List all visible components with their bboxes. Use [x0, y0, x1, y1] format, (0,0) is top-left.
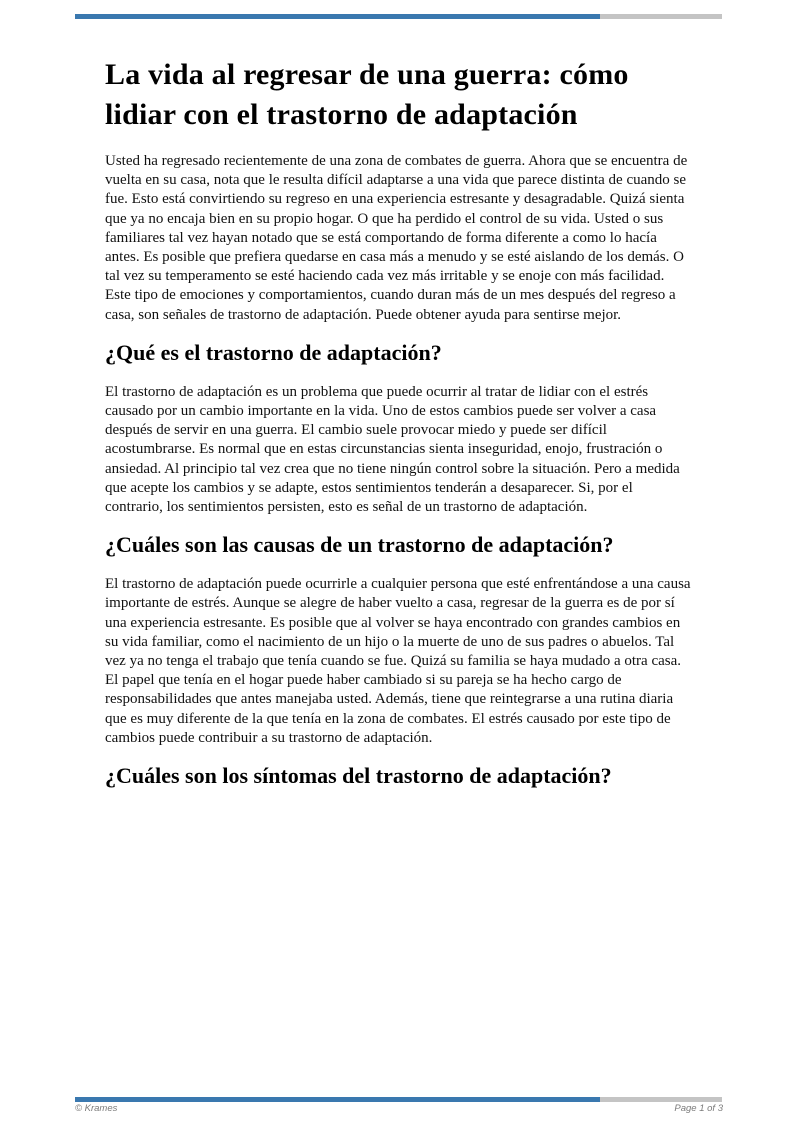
section-heading-causes: ¿Cuáles son las causas de un trastorno de adaptación? [105, 532, 614, 558]
header-rule-gray-segment [600, 14, 722, 19]
section-paragraph-causes: El trastorno de adaptación puede ocurrirle a cualquier persona que esté enfrentándose a una causa importante de estrés. Aunque se alegre de haber vuelto a casa, regresar de la guerra es de por sí una experiencia estresante. Es posible que al volver se haya encontrado con grandes cambios en su vida familiar, como el nacimiento de un hijo o la muerte de uno de sus padres o abuelos. Tal vez ya no tenga el trabajo que tenía cuando se fue. Quizá su familia se haya mudado a otra casa. El papel que tenía en el hogar puede haber cambiado si su pareja se ha hecho cargo de responsabilidades que antes manejaba usted. Además, tiene que reintegrarse a una rutina diaria que es muy diferente de la que tenía en la zona de combates. El estrés causado por este tipo de cambios puede contribuir a su trastorno de adaptación. [105, 576, 691, 746]
page-footer [75, 1103, 723, 1114]
footer-rule-accent-segment [75, 1097, 600, 1102]
section-heading-what-is: ¿Qué es el trastorno de adaptación? [105, 339, 442, 365]
footer-rule [75, 1097, 722, 1102]
page-number-indicator: Page 1 of 3 [674, 1103, 723, 1114]
header-rule [75, 14, 722, 19]
copyright-notice: © Krames [75, 1103, 118, 1114]
header-rule-accent-segment [75, 14, 600, 19]
section-paragraph-what-is: El trastorno de adaptación es un problema que puede ocurrir al tratar de lidiar con el estrés causado por un cambio importante en la vida. Uno de estos cambios puede ser volver a casa después de servir en una guerra. El cambio suele provocar miedo y puede ser difícil acostumbrarse. Es normal que en estas circunstancias sienta inseguridad, enojo, frustración o ansiedad. Al principio tal vez crea que no tiene ningún control sobre la situación. Pero a medida que acepte los cambios y se adapte, estos sentimientos tenderán a desaparecer. Si, por el contrario, los sentimientos persisten, esto es señal de un trastorno de adaptación. [105, 383, 680, 516]
section-heading-symptoms: ¿Cuáles son los síntomas del trastorno de adaptación? [105, 763, 612, 789]
document-body [105, 55, 693, 806]
page-title: La vida al regresar de una guerra: cómo lidiar con el trastorno de adaptación [105, 58, 629, 131]
intro-paragraph: Usted ha regresado recientemente de una zona de combates de guerra. Ahora que se encuentra de vuelta en su casa, nota que le resulta difícil adaptarse a una vida que parece distinta de cuando se fue. Esto está convirtiendo su regreso en una experiencia estresante y desagradable. Quizá sienta que ya no encaja bien en su propio hogar. O que ha perdido el control de su vida. Usted o sus familiares tal vez hayan notado que se está comportando de forma diferente a como lo hacía antes. Es posible que prefiera quedarse en casa más a menudo y se esté aislando de los demás. O tal vez su temperamento se esté haciendo cada vez más irritable y se enoje con más facilidad. Este tipo de emociones y comportamientos, cuando duran más de un mes después del regreso a casa, son señales de trastorno de adaptación. Puede obtener ayuda para sentirse mejor. [105, 153, 688, 323]
footer-rule-gray-segment [600, 1097, 722, 1102]
